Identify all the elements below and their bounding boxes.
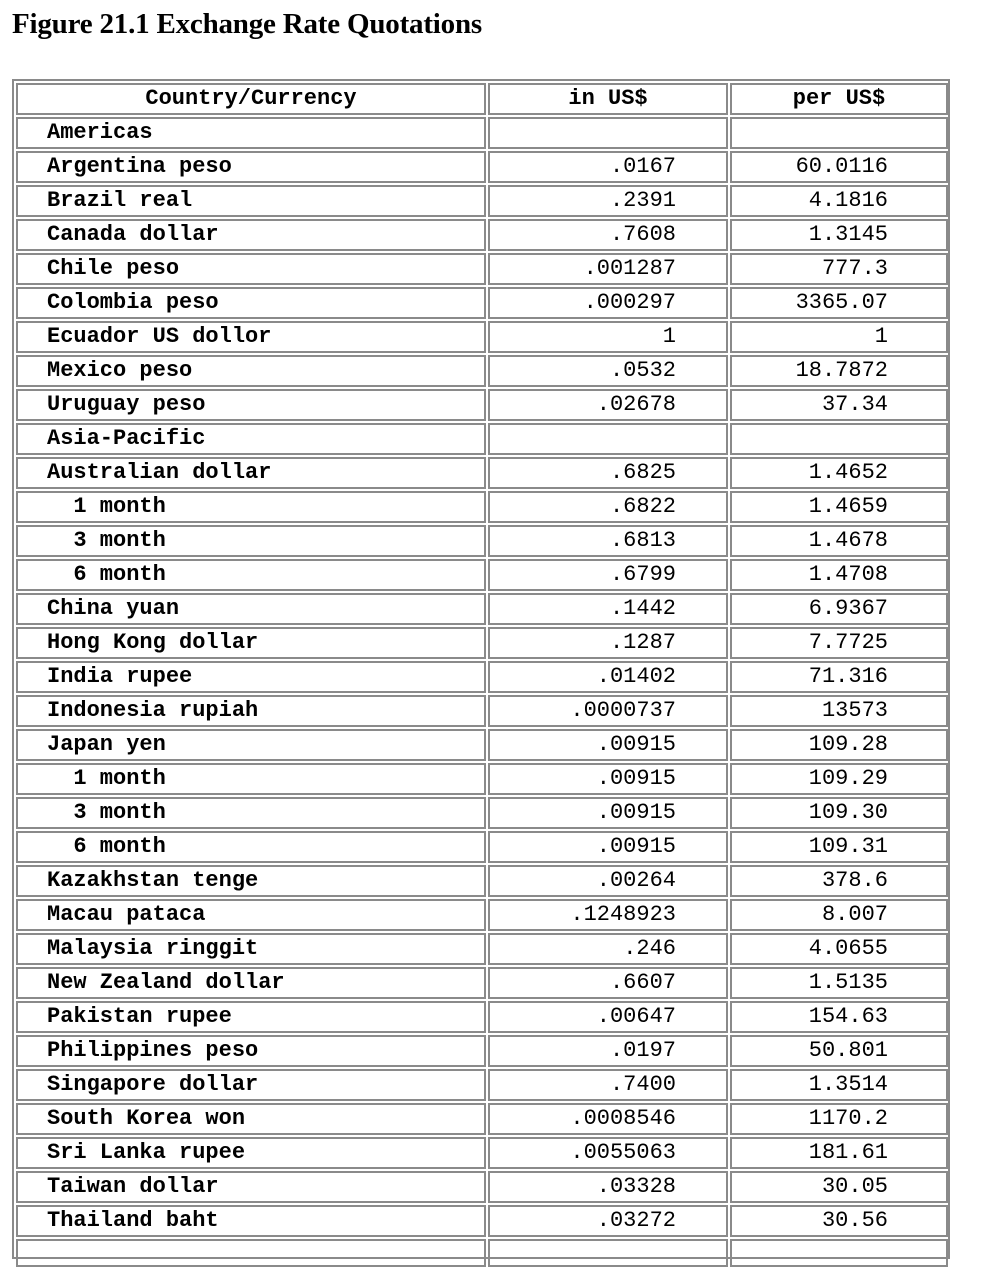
currency-name-cell: Brazil real xyxy=(16,185,486,217)
table-row xyxy=(16,967,948,999)
in-usd-cell: .0055063 xyxy=(488,1137,728,1169)
table-row xyxy=(16,661,948,693)
header-row xyxy=(16,83,948,115)
in-usd-cell: .246 xyxy=(488,933,728,965)
in-usd-cell: .001287 xyxy=(488,253,728,285)
currency-name-cell: Macau pataca xyxy=(16,899,486,931)
per-usd-cell: 1.5135 xyxy=(730,967,948,999)
per-usd-cell: 1.4708 xyxy=(730,559,948,591)
in-usd-cell: .03272 xyxy=(488,1205,728,1237)
in-usd-cell: .6799 xyxy=(488,559,728,591)
per-usd-cell: 1 xyxy=(730,321,948,353)
table-row xyxy=(16,729,948,761)
table-row xyxy=(16,695,948,727)
currency-name-cell: New Zealand dollar xyxy=(16,967,486,999)
currency-name-cell: Uruguay peso xyxy=(16,389,486,421)
currency-name-cell: Sri Lanka rupee xyxy=(16,1137,486,1169)
in-usd-cell: .02678 xyxy=(488,389,728,421)
table-row xyxy=(16,1205,948,1237)
per-usd-cell: 6.9367 xyxy=(730,593,948,625)
in-usd-cell xyxy=(488,117,728,149)
currency-name-cell: Argentina peso xyxy=(16,151,486,183)
table-row xyxy=(16,1103,948,1135)
per-usd-cell: 18.7872 xyxy=(730,355,948,387)
per-usd-cell: 1170.2 xyxy=(730,1103,948,1135)
in-usd-cell: .6822 xyxy=(488,491,728,523)
in-usd-cell: .00264 xyxy=(488,865,728,897)
per-usd-cell xyxy=(730,117,948,149)
per-usd-cell: 4.0655 xyxy=(730,933,948,965)
currency-name-cell: India rupee xyxy=(16,661,486,693)
table-row xyxy=(16,287,948,319)
per-usd-cell: 777.3 xyxy=(730,253,948,285)
per-usd-cell: 13573 xyxy=(730,695,948,727)
table-row xyxy=(16,1001,948,1033)
currency-name-cell xyxy=(16,1239,486,1267)
per-usd-cell: 109.28 xyxy=(730,729,948,761)
table-row xyxy=(16,219,948,251)
in-usd-cell: .1287 xyxy=(488,627,728,659)
per-usd-cell: 181.61 xyxy=(730,1137,948,1169)
in-usd-cell: .00647 xyxy=(488,1001,728,1033)
currency-name-cell: Chile peso xyxy=(16,253,486,285)
per-usd-cell: 37.34 xyxy=(730,389,948,421)
currency-name-cell: 3 month xyxy=(16,525,486,557)
currency-name-cell: Kazakhstan tenge xyxy=(16,865,486,897)
table-row xyxy=(16,355,948,387)
per-usd-cell: 71.316 xyxy=(730,661,948,693)
per-usd-cell: 1.3514 xyxy=(730,1069,948,1101)
per-usd-cell: 1.4659 xyxy=(730,491,948,523)
table-row xyxy=(16,933,948,965)
in-usd-cell: .0167 xyxy=(488,151,728,183)
currency-name-cell: Ecuador US dollor xyxy=(16,321,486,353)
currency-name-cell: 1 month xyxy=(16,491,486,523)
currency-name-cell: Indonesia rupiah xyxy=(16,695,486,727)
header-per-usd: per US$ xyxy=(730,83,948,115)
in-usd-cell: .00915 xyxy=(488,763,728,795)
table-row xyxy=(16,831,948,863)
table-row xyxy=(16,117,948,149)
table-row xyxy=(16,185,948,217)
in-usd-cell: .0532 xyxy=(488,355,728,387)
table-row xyxy=(16,763,948,795)
in-usd-cell: .0008546 xyxy=(488,1103,728,1135)
currency-name-cell: Canada dollar xyxy=(16,219,486,251)
table-row xyxy=(16,593,948,625)
per-usd-cell: 8.007 xyxy=(730,899,948,931)
in-usd-cell: .7608 xyxy=(488,219,728,251)
currency-name-cell: Pakistan rupee xyxy=(16,1001,486,1033)
in-usd-cell: .6825 xyxy=(488,457,728,489)
figure-title: Figure 21.1 Exchange Rate Quotations xyxy=(12,8,482,40)
per-usd-cell: 154.63 xyxy=(730,1001,948,1033)
currency-name-cell: Malaysia ringgit xyxy=(16,933,486,965)
currency-name-cell: Taiwan dollar xyxy=(16,1171,486,1203)
per-usd-cell: 4.1816 xyxy=(730,185,948,217)
per-usd-cell: 30.05 xyxy=(730,1171,948,1203)
in-usd-cell xyxy=(488,423,728,455)
per-usd-cell: 60.0116 xyxy=(730,151,948,183)
per-usd-cell: 1.4678 xyxy=(730,525,948,557)
per-usd-cell xyxy=(730,1239,948,1267)
table-row xyxy=(16,1137,948,1169)
in-usd-cell: .03328 xyxy=(488,1171,728,1203)
in-usd-cell: .1248923 xyxy=(488,899,728,931)
in-usd-cell: .01402 xyxy=(488,661,728,693)
currency-name-cell: South Korea won xyxy=(16,1103,486,1135)
in-usd-cell xyxy=(488,1239,728,1267)
in-usd-cell: .6607 xyxy=(488,967,728,999)
table-row xyxy=(16,151,948,183)
header-in-usd: in US$ xyxy=(488,83,728,115)
table-row xyxy=(16,457,948,489)
per-usd-cell: 3365.07 xyxy=(730,287,948,319)
in-usd-cell: .0000737 xyxy=(488,695,728,727)
per-usd-cell: 7.7725 xyxy=(730,627,948,659)
table-row xyxy=(16,899,948,931)
header-country-currency: Country/Currency xyxy=(16,83,486,115)
currency-name-cell: Colombia peso xyxy=(16,287,486,319)
per-usd-cell: 1.3145 xyxy=(730,219,948,251)
per-usd-cell: 109.30 xyxy=(730,797,948,829)
table-row xyxy=(16,1239,948,1267)
table-row xyxy=(16,1035,948,1067)
in-usd-cell: .1442 xyxy=(488,593,728,625)
per-usd-cell: 109.29 xyxy=(730,763,948,795)
per-usd-cell: 50.801 xyxy=(730,1035,948,1067)
in-usd-cell: .6813 xyxy=(488,525,728,557)
in-usd-cell: .00915 xyxy=(488,797,728,829)
table-row xyxy=(16,389,948,421)
table-row xyxy=(16,559,948,591)
table-row xyxy=(16,865,948,897)
table-row xyxy=(16,525,948,557)
table-row xyxy=(16,321,948,353)
in-usd-cell: 1 xyxy=(488,321,728,353)
in-usd-cell: .00915 xyxy=(488,729,728,761)
table-row xyxy=(16,253,948,285)
table-row xyxy=(16,1171,948,1203)
currency-name-cell: Americas xyxy=(16,117,486,149)
per-usd-cell: 109.31 xyxy=(730,831,948,863)
per-usd-cell xyxy=(730,423,948,455)
exchange-rate-grid xyxy=(14,81,950,1269)
currency-name-cell: 6 month xyxy=(16,559,486,591)
currency-name-cell: Singapore dollar xyxy=(16,1069,486,1101)
per-usd-cell: 378.6 xyxy=(730,865,948,897)
per-usd-cell: 30.56 xyxy=(730,1205,948,1237)
currency-name-cell: China yuan xyxy=(16,593,486,625)
currency-name-cell: Hong Kong dollar xyxy=(16,627,486,659)
in-usd-cell: .2391 xyxy=(488,185,728,217)
currency-name-cell: 1 month xyxy=(16,763,486,795)
table-row xyxy=(16,1069,948,1101)
currency-name-cell: Philippines peso xyxy=(16,1035,486,1067)
in-usd-cell: .000297 xyxy=(488,287,728,319)
currency-name-cell: Japan yen xyxy=(16,729,486,761)
in-usd-cell: .00915 xyxy=(488,831,728,863)
table-row xyxy=(16,491,948,523)
in-usd-cell: .0197 xyxy=(488,1035,728,1067)
currency-name-cell: Mexico peso xyxy=(16,355,486,387)
table-row xyxy=(16,423,948,455)
currency-name-cell: Thailand baht xyxy=(16,1205,486,1237)
table-row xyxy=(16,797,948,829)
currency-name-cell: 6 month xyxy=(16,831,486,863)
per-usd-cell: 1.4652 xyxy=(730,457,948,489)
currency-name-cell: Asia-Pacific xyxy=(16,423,486,455)
in-usd-cell: .7400 xyxy=(488,1069,728,1101)
exchange-rate-table xyxy=(12,79,950,1259)
currency-name-cell: Australian dollar xyxy=(16,457,486,489)
table-row xyxy=(16,627,948,659)
currency-name-cell: 3 month xyxy=(16,797,486,829)
